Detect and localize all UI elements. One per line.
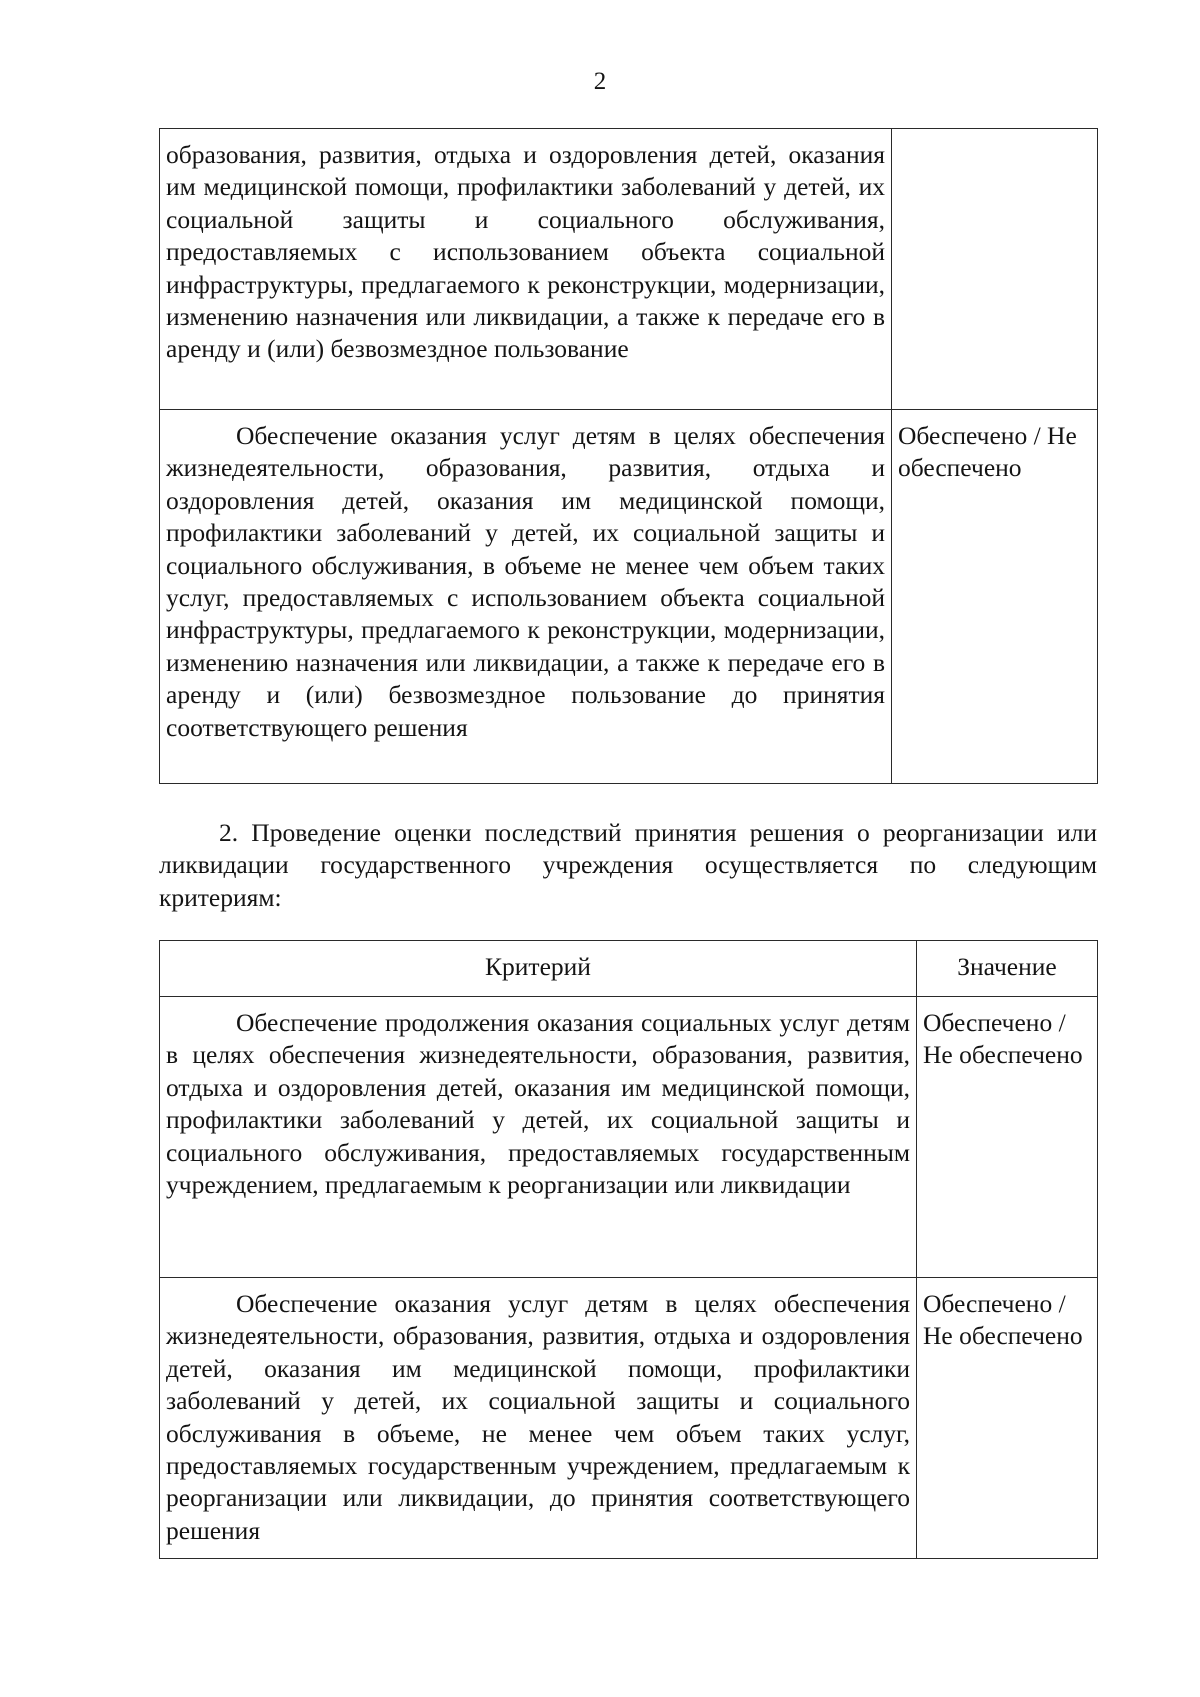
column-header-value: Значение — [917, 941, 1098, 997]
criteria-table — [159, 940, 1098, 1559]
criterion-cell: образования, развития, отдыха и оздоровления детей, оказания им медицинской помощи, профилактики заболеваний у детей, их социальной защиты и социального обслуживания, предоставляемых с использованием объекта социальной инфраструктуры, предлагаемого к реконструкции, модернизации, изменению назначения или ликвидации, а также к передаче его в аренду и (или) безвозмездное пользование — [160, 129, 892, 410]
table-row — [160, 129, 1098, 410]
criterion-cell: Обеспечение оказания услуг детям в целях обеспечения жизнедеятельности, образования, развития, отдыха и оздоровления детей, оказания им медицинской помощи, профилактики заболеваний у детей, их социальной защиты и социального обслуживания, в объеме не менее чем объем таких услуг, предоставляемых с использованием объекта социальной инфраструктуры, предлагаемого к реконструкции, модернизации, изменению назначения или ликвидации, а также к передаче его в аренду и (или) безвозмездное пользование до принятия соответствующего решения — [160, 410, 892, 784]
value-cell — [892, 129, 1098, 410]
table-row — [160, 997, 1098, 1278]
table-row — [160, 1278, 1098, 1559]
table-header-row — [160, 941, 1098, 997]
page-number: 2 — [593, 68, 607, 95]
section-2-paragraph: 2. Проведение оценки последствий принятия решения о реорганизации или ликвидации государственного учреждения осуществляется по следующим критериям: — [159, 818, 1097, 912]
value-cell: Обеспечено / Не обеспечено — [892, 410, 1098, 784]
criteria-table-continued — [159, 128, 1098, 784]
column-header-criterion: Критерий — [160, 941, 917, 997]
value-cell: Обеспечено / Не обеспечено — [917, 997, 1098, 1278]
table-row — [160, 410, 1098, 784]
value-cell: Обеспечено / Не обеспечено — [917, 1278, 1098, 1559]
criterion-cell: Обеспечение продолжения оказания социальных услуг детям в целях обеспечения жизнедеятельности, образования, развития, отдыха и оздоровления детей, оказания им медицинской помощи, профилактики заболеваний у детей, их социальной защиты и социального обслуживания, предоставляемых государственным учреждением, предлагаемым к реорганизации или ликвидации — [160, 997, 917, 1278]
criterion-cell: Обеспечение оказания услуг детям в целях обеспечения жизнедеятельности, образования, развития, отдыха и оздоровления детей, оказания им медицинской помощи, профилактики заболеваний у детей, их социальной защиты и социального обслуживания в объеме, не менее чем объем таких услуг, предоставляемых государственным учреждением, предлагаемым к реорганизации или ликвидации, до принятия соответствующего решения — [160, 1278, 917, 1559]
